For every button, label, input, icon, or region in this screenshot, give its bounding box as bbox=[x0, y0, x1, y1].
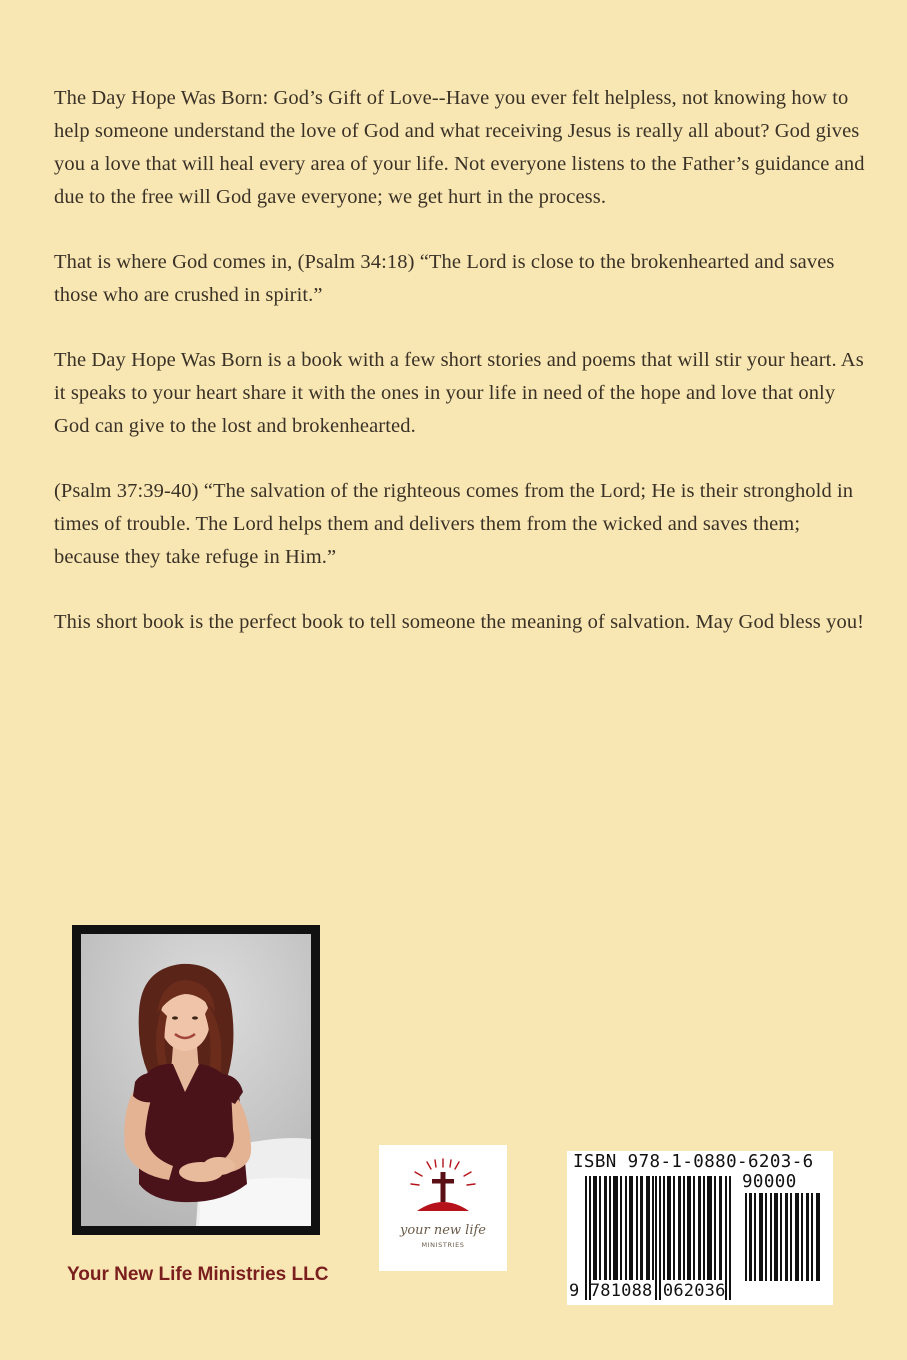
price-addon-bars bbox=[745, 1193, 825, 1281]
author-photo bbox=[81, 934, 311, 1226]
back-cover-blurb bbox=[54, 82, 869, 671]
blurb-paragraph-intro: The Day Hope Was Born: God’s Gift of Love--Have you ever felt helpless, not knowing how to help someone understand the love of God and what receiving Jesus is really all about? God gives you a love that will heal every area of your life. Not everyone listens to the Father’s guidance and due to the free will God gave everyone; we get hurt in the process. bbox=[54, 87, 865, 208]
publisher-name: Your New Life Ministries LLC bbox=[67, 1264, 329, 1285]
publisher-logo bbox=[379, 1145, 507, 1271]
cross-icon bbox=[379, 1145, 507, 1225]
logo-script-text: your new life bbox=[399, 1223, 487, 1238]
isbn-barcode bbox=[567, 1151, 833, 1305]
isbn-label: ISBN 978-1-0880-6203-6 bbox=[573, 1152, 814, 1172]
author-portrait-illustration bbox=[81, 934, 311, 1226]
logo-subtitle: MINISTRIES bbox=[421, 1241, 465, 1249]
blurb-paragraph-book-description: The Day Hope Was Born is a book with a few short stories and poems that will stir your heart. As it speaks to your heart share it with the ones in your life in need of the hope and love that only God can give to the lost and brokenhearted. bbox=[54, 349, 864, 437]
price-code: 90000 bbox=[742, 1172, 797, 1192]
blurb-paragraph-psalm-37: (Psalm 37:39-40) “The salvation of the righteous comes from the Lord; He is their stronghold in times of trouble. The Lord helps them and delivers them from the wicked and saves them; because they take refuge in Him.” bbox=[54, 480, 854, 568]
author-photo-frame bbox=[72, 925, 320, 1235]
blurb-paragraph-closing: This short book is the perfect book to tell someone the meaning of salvation. May God bless you! bbox=[54, 611, 865, 633]
ean-digits: 9 781088 062036 bbox=[569, 1281, 726, 1301]
blurb-paragraph-psalm-34: That is where God comes in, (Psalm 34:18) “The Lord is close to the brokenhearted and saves those who are crushed in spirit.” bbox=[54, 251, 835, 306]
